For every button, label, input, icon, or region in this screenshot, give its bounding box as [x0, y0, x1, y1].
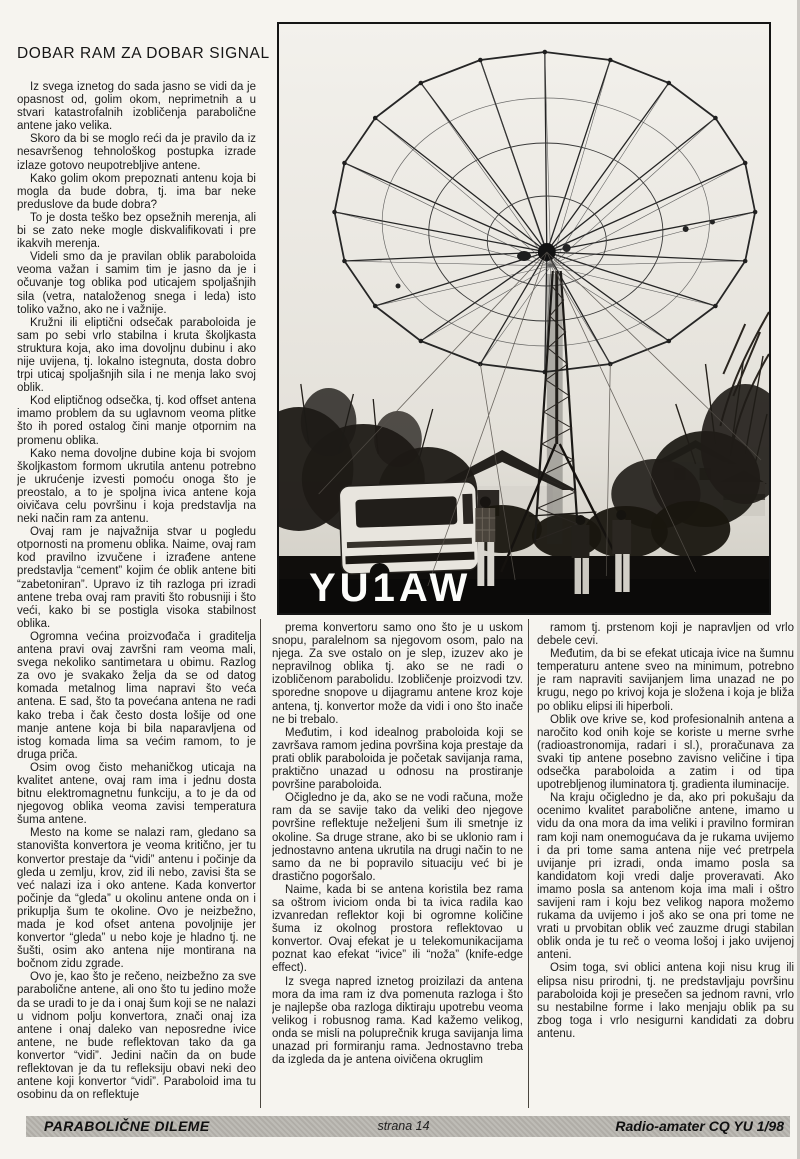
paragraph: Ogromna većina proizvođača i graditelja antena pravi ovaj završni ram veoma mali, svega nekoliko santimetara u obimu. Razlog za ovo je svakako želja da se od datog komada metalnog lima napravi što veća antena. E sad, što ta povećana antena ne radi kako treba i čak često dosta lošije od one manje antene koja bi bila naparavljena od istog komada lima sa većim ramom, to je druga priča.: [17, 630, 256, 761]
paragraph: Oblik ove krive se, kod profesionalnih antena a naročito kod onih koje se koriste u merne svrhe (radioastronomija, radari i sl.), proračunava za svaki tip antene posebno zavisno veličine i tipa odsečka paraboloida a zatim i od tipa upotrebljenog iluminatora tj. gradienta iluminacije.: [537, 713, 794, 792]
paragraph: Osim toga, svi oblici antena koji nisu krug ili elipsa nisu prirodni, tj. ne predstavljaju površinu paraboloida koji je presečen sa jednom ravni, vrlo su nestabilne forme i lako menjaju oblik pa su zbog toga i vrlo nesigurni kandidati za dobru antenu.: [537, 962, 794, 1040]
text-column-left: [17, 81, 256, 1108]
paragraph: Očigledno je da, ako se ne vodi računa, može ram da se savije tako da veliki deo njegove površine reflektuje neželjeni šum ili smetnje iz okoline. Sa druge strane, ako bi se uklonio ram i jednostavno antena ukrutila na drugi način to ne samo da ne bi popravilo situaciju već bi je drastično pogoršalo.: [272, 792, 523, 883]
paragraph: Kako nema dovoljne dubine koja bi svojom školjkastom formom ukrutila antenu potrebno je ukrućenje izvesti pomoću onoga što je preostalo, a to je spoljna ivica antene koja oivičava celu površinu i koja predstavlja na neki način ram za antenu.: [17, 447, 256, 526]
paragraph: Iz svega napred iznetog proizilazi da antena mora da ima ram iz dva pomenuta razloga i što je najlepše oba razloga diktiraju upotrebu veoma velikog i robusnog rama. Kad kažemo velikog, onda se misli na poluprečnik kruga savijanja lima unazad pri formiranju rama. Jednostavno treba da izgleda da je antena oivičena okruglim: [272, 975, 523, 1067]
paragraph: Videli smo da je pravilan oblik paraboloida veoma važan i samim tim je jasno da je i očuvanje tog oblika pod uticajem spoljašnjih sila (vetra, nataloženog snega i leda) isto toliko važno, ako ne i važnije.: [17, 251, 256, 316]
footer-page-number: strana 14: [377, 1119, 430, 1133]
paragraph: Na kraju očigledno je da, ako pri pokušaju da ocenimo kvalitet parabolične antene, imamo u vidu da ona mora da ima veliki i pravilno formiran ram koji nam onemogućava da je rukama uvijemo i da pri tome sama antena nije već pretrpela uvijanje pri izradi, onda imamo posla sa kandidatom koji vredi dalje proveravati. Ako imamo posla sa antenom koja ima mali i oštro savijeni ram i koju bez velikog napora možemo rukama da uvijemo i još ako se ona pri tome ne vrati u prvobitan oblik već zauzme drugi stabilan oblik onda je tu reč o veoma lošoj i jako uvijenoj anteni.: [537, 792, 794, 962]
paragraph: Mesto na kome se nalazi ram, gledano sa stanovišta konvertora je veoma kritično, jer tu konvertor prestaje da “vidi” antenu i počinje da gleda u zemlju, krov, zid ili nebo, zavisi šta se već nalazi iza i oko antene. Kada konvertor počinje da “gleda” u okolinu antene onda on i prikuplja šum te okoline. Ovo je neizbežno, mada je kod ofset antena povoljnije jer konvertor “gleda” u nebo koje je hladno tj. ne šušti, osim ako antena nije montirana na bočnom zidu zgrade.: [17, 827, 256, 971]
article-title: DOBAR RAM ZA DOBAR SIGNAL: [17, 45, 270, 62]
paragraph: prema konvertoru samo ono što je u uskom snopu, paralelnom sa njegovom osom, palo na njega. Za sve ostalo on je slep, izuzev ako je nepravilnog oblika tj. ako se ne radi o izobličenom parabolidu. Izobličenje proizvodi tzv. sporedne snopove u dijagramu antene kroz koje antena, tj. konvertor može da vidi i ono što inače ne bi trebalo.: [272, 622, 523, 726]
paragraph: Međutim, da bi se efekat uticaja ivice na šumnu temperaturu antene sveo na minimum, potrebno je ram napraviti savijanjem lima unazad ne po krugu, nego po krivoj koja je složena i koja je bliža po obliku elipsi ili hiperboli.: [537, 648, 794, 713]
column-divider-left: [260, 619, 261, 1108]
photo-callsign: YU1AW: [309, 566, 472, 610]
page-footer: [26, 1116, 790, 1137]
footer-magazine-name: Radio-amater CQ YU 1/98: [615, 1118, 784, 1134]
paragraph: Međutim, i kod idealnog praboloida koji se završava ramom jedina površina koja prestaje da prati oblik paraboloida je početak savijanja rama, praktično unazad u odnosu na prostiranje površine paraboloida.: [272, 726, 523, 792]
paragraph: Iz svega iznetog do sada jasno se vidi da je opasnost od, golim okom, neprimetnih a u stvari katastrofalnih izobličenja parabolične antene jako velika.: [17, 81, 256, 133]
paragraph: To je dosta teško bez opsežnih merenja, ali bi se zato neke mogle diskvalifikovati i pre ikakvih merenja.: [17, 211, 256, 251]
paragraph: Kod eliptičnog odsečka, tj. kod offset antena imamo problem da su uglavnom veoma plitke što ih pored ostalog čini manje otpornim na promenu oblika.: [17, 395, 256, 447]
paragraph: ramom tj. prstenom koji je napravljen od vrlo debele cevi.: [537, 622, 794, 648]
text-column-right: [537, 622, 794, 1108]
paragraph: Naime, kada bi se antena koristila bez rama sa oštrom iviciom onda bi ta ivica radila kao izvanredan reflektor koji bi ogromne količine šuma iz okolnog prostora reflektovao u konvertor. Ovaj efekat je u telekomunikacijama poznat kao efekat “ivice” ili “noža” (knife-edge effect).: [272, 883, 523, 975]
column-divider-right: [528, 619, 529, 1108]
paragraph: Ovo je, kao što je rečeno, neizbežno za sve parabolične antene, ali ono što tu jedino može da se uradi to je da i onaj šum koji se ne nalazi u vidnom polju konvertora, znači onaj iza antene i onaj daleko van neposredne ivice antene, ne bude reflektovan tako da ga konvertor “vidi”. Jedini način da on bude reflektovan je da tu refleksiju obavi neki deo antene koji konvertor “vidi”. Paraboloid ima tu osobinu da on reflektuje: [17, 971, 256, 1102]
paragraph: Kako golim okom prepoznati antenu koja bi mogla da bude dobra, tj. ima bar neke preduslove da bude dobra?: [17, 172, 256, 211]
antenna-photo: [277, 22, 771, 615]
paragraph: Skoro da bi se moglo reći da je pravilo da iz nesavršenog tehnološkog postupka izrade izlaze gotovo neupotrebljive antene.: [17, 133, 256, 172]
text-column-middle: [272, 622, 523, 1108]
footer-article-name: PARABOLIČNE DILEME: [44, 1118, 210, 1134]
paragraph: Kružni ili eliptični odsečak paraboloida je sam po sebi vrlo stabilna i kruta školjkasta struktura koja, ako ima dovoljnu dubinu i ako nije uvijena, tj. lokalno istegnuta, dosta dobro trpi uticaj spoljašnjih sila i ne menja lako svoj oblik.: [17, 316, 256, 395]
paragraph: Osim ovog čisto mehaničkog uticaja na kvalitet antene, ovaj ram ima i jednu dosta bitnu elektromagnetnu funkciju, a to je da od njegovog oblika veoma zavisi temperatura šuma antene.: [17, 761, 256, 827]
paragraph: Ovaj ram je najvažnija stvar u pogledu otpornosti na promenu oblika. Naime, ovaj ram kod pravilno izvučene i izrađene antene predstavlja “cement” kojim će oblik antene biti “zabetoniran”. Upravo iz tih razloga pri izradi antene treba ovaj ram praviti što robusniji i što veći, kako bi se postigla visoka stabilnost oblika.: [17, 526, 256, 630]
antenna-photo-image: [279, 24, 769, 613]
